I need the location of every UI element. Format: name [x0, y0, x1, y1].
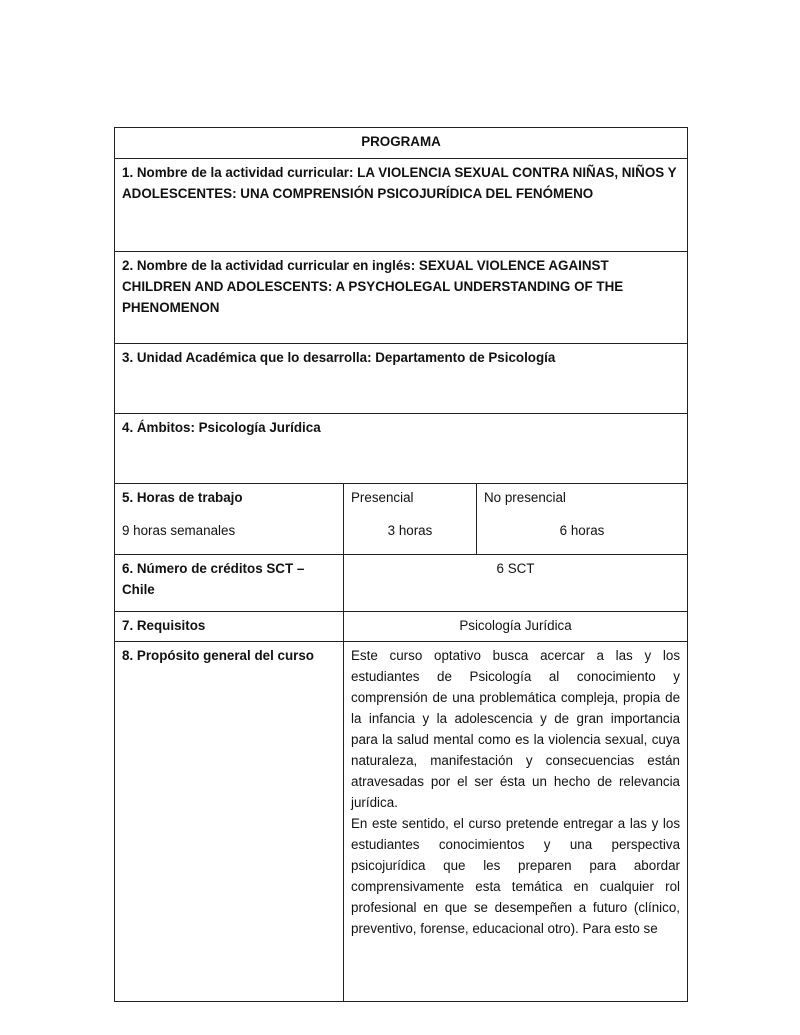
proposito-paragraph-2: En este sentido, el curso pretende entregar a las y los estudiantes conocimientos y una perspectiva psicojurídica que les preparen para abordar comprensivamente esta temática en cualquier rol profesional en que se desempeñen a futuro (clínico, preventivo, forense, educacional otro). Para esto se	[351, 816, 681, 936]
creditos-label: 6. Número de créditos SCT – Chile	[115, 555, 344, 612]
proposito-label: 8. Propósito general del curso	[115, 642, 344, 1002]
nombre-actividad: 1. Nombre de la actividad curricular: LA VIOLENCIA SEXUAL CONTRA NIÑAS, NIÑOS Y ADOLESCENTES: UNA COMPRENSIÓN PSICOJURÍDICA DEL FENÓMENO	[115, 159, 688, 252]
row-unidad	[115, 344, 688, 414]
row-ambitos	[115, 414, 688, 484]
row-nombre-ingles	[115, 252, 688, 344]
ambitos: 4. Ámbitos: Psicología Jurídica	[115, 414, 688, 484]
proposito-paragraph-1: Este curso optativo busca acercar a las y los estudiantes de Psicología al conocimiento y comprensión de una problemática compleja, propia de la infancia y la adolescencia y de gran importancia para la salud mental como es la violencia sexual, cuya naturaleza, manifestación y consecuencias están atravesadas por el ser ésta un hecho de relevancia jurídica.	[351, 648, 681, 810]
proposito-cell	[344, 642, 688, 1002]
horas-total: 9 horas semanales	[122, 523, 236, 538]
row-proposito	[115, 642, 688, 1002]
horas-label: 5. Horas de trabajo	[122, 490, 243, 505]
no-presencial-cell	[477, 484, 688, 555]
nombre-actividad-ingles: 2. Nombre de la actividad curricular en inglés: SEXUAL VIOLENCE AGAINST CHILDREN AND ADOLESCENTS: A PSYCHOLEGAL UNDERSTANDING OF THE PHENOMENON	[115, 252, 688, 344]
row-creditos	[115, 555, 688, 612]
no-presencial-label: No presencial	[484, 490, 566, 505]
programa-table	[114, 127, 688, 1002]
presencial-label: Presencial	[351, 490, 414, 505]
requisitos-value: Psicología Jurídica	[344, 612, 688, 642]
horas-cell	[115, 484, 344, 555]
unidad-academica: 3. Unidad Académica que lo desarrolla: Departamento de Psicología	[115, 344, 688, 414]
row-horas	[115, 484, 688, 555]
creditos-value: 6 SCT	[344, 555, 688, 612]
requisitos-label: 7. Requisitos	[115, 612, 344, 642]
row-requisitos	[115, 612, 688, 642]
row-nombre	[115, 159, 688, 252]
presencial-value: 3 horas	[387, 523, 433, 538]
no-presencial-value: 6 horas	[559, 523, 605, 538]
table-title: PROGRAMA	[115, 128, 688, 159]
presencial-cell	[344, 484, 477, 555]
header-row	[115, 128, 688, 159]
